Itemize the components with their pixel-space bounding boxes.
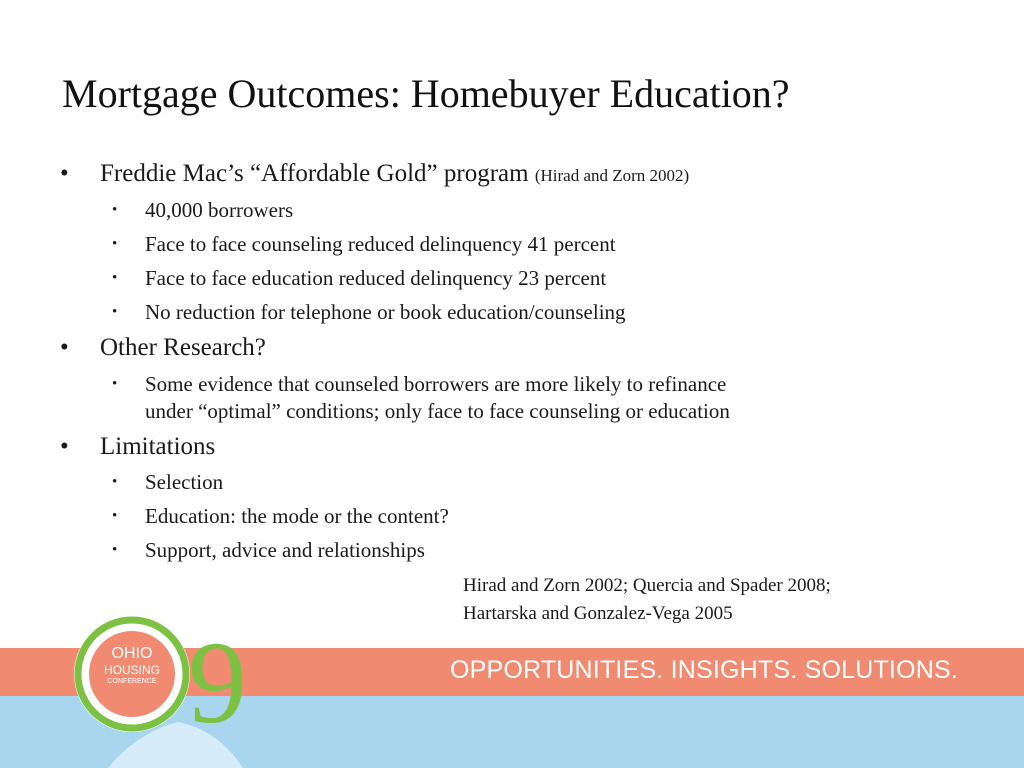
logo-line-conference: CONFERENCE bbox=[107, 678, 157, 685]
sub-bullet-text: No reduction for telephone or book education/counseling bbox=[145, 300, 626, 324]
sub-bullet-text: Some evidence that counseled borrowers are more likely to refinance bbox=[145, 372, 727, 396]
sub-bullet-dot: • bbox=[112, 236, 118, 252]
reference-line: Hirad and Zorn 2002; Quercia and Spader 2008; bbox=[463, 575, 831, 596]
bullet-citation: (Hirad and Zorn 2002) bbox=[534, 166, 690, 185]
sub-bullet-dot: • bbox=[112, 508, 118, 524]
sub-bullet-text: 40,000 borrowers bbox=[145, 198, 294, 222]
logo-line-housing: HOUSING bbox=[103, 663, 160, 677]
sub-bullet-text: Selection bbox=[145, 470, 224, 494]
logo-number: 9 bbox=[188, 617, 247, 748]
sub-bullet-dot: • bbox=[112, 202, 118, 218]
sub-bullet-dot: • bbox=[112, 474, 118, 490]
bullet-dot: • bbox=[60, 334, 69, 361]
ohio-housing-conference-logo bbox=[68, 612, 258, 768]
references bbox=[463, 572, 831, 628]
bullet-text: Freddie Mac’s “Affordable Gold” program bbox=[100, 160, 529, 187]
slide-title: Mortgage Outcomes: Homebuyer Education? bbox=[62, 71, 790, 116]
sub-bullet-dot: • bbox=[112, 376, 118, 392]
footer-slogan: OPPORTUNITIES. INSIGHTS. SOLUTIONS. bbox=[449, 656, 958, 684]
sub-bullet-text: Face to face counseling reduced delinquency 41 percent bbox=[145, 232, 616, 256]
sub-bullet-text: Education: the mode or the content? bbox=[145, 504, 449, 528]
bullet-text: Limitations bbox=[100, 433, 216, 460]
reference-line: Hartarska and Gonzalez-Vega 2005 bbox=[463, 603, 733, 624]
sub-bullet-dot: • bbox=[112, 270, 118, 286]
sub-bullet-dot: • bbox=[112, 304, 118, 320]
logo-wordmark bbox=[96, 646, 168, 685]
bullet-dot: • bbox=[60, 433, 69, 460]
sub-bullet-text: Face to face education reduced delinquency 23 percent bbox=[145, 266, 607, 290]
sub-bullet-text: under “optimal” conditions; only face to face counseling or education bbox=[145, 399, 730, 423]
sub-bullet-dot: • bbox=[112, 542, 118, 558]
bullet-dot: • bbox=[60, 160, 69, 187]
logo-line-ohio: OHIO bbox=[111, 645, 153, 662]
sub-bullet-text: Support, advice and relationships bbox=[145, 538, 425, 562]
bullet-text: Other Research? bbox=[100, 334, 266, 361]
